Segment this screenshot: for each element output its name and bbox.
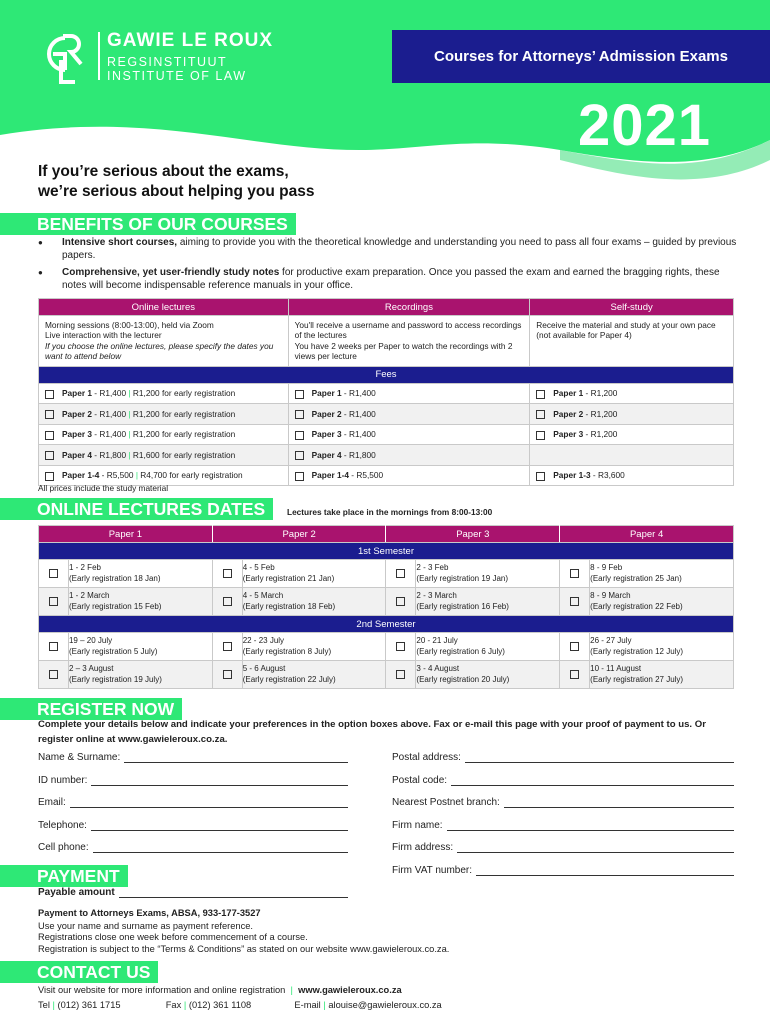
checkbox[interactable] (223, 597, 232, 606)
date-checkbox-cell (39, 661, 69, 689)
date-cell (68, 588, 212, 616)
fee-online: Paper 4 - R1,800 | R1,600 for early registration (39, 445, 289, 466)
early-price: R1,200 for early registration (132, 408, 236, 419)
logo-divider (98, 32, 100, 80)
semester-2-label: 2nd Semester (39, 616, 734, 633)
date-checkbox-cell (386, 633, 416, 661)
separator: | (135, 470, 138, 481)
payment-line: Registration is subject to the “Terms & Conditions” as stated on our website www.gawieleroux.co.za. (38, 943, 450, 954)
contact-numbers-line (38, 998, 738, 1013)
price: R1,200 (590, 408, 618, 419)
date-checkbox-cell (39, 560, 69, 588)
logo-text (107, 30, 337, 83)
separator: | (128, 408, 131, 419)
desc-line: You have 2 weeks per Paper to watch the recordings with 2 views per lecture (294, 340, 513, 362)
form-field[interactable] (392, 751, 734, 763)
date-checkbox-cell (386, 661, 416, 689)
early-registration-date: (Early registration 12 July) (590, 646, 684, 656)
fax-number[interactable]: (012) 361 1108 (188, 1000, 252, 1010)
date-range: 20 - 21 July (416, 636, 458, 645)
checkbox[interactable] (536, 472, 545, 481)
price: R5,500 (106, 470, 134, 481)
field-label: Firm VAT number: (392, 864, 473, 876)
early-registration-date: (Early registration 20 July) (416, 674, 510, 684)
separator: | (128, 449, 131, 460)
logo-mark-icon (35, 30, 90, 85)
desc-self-study (530, 316, 734, 367)
fee-self-study: Paper 2 - R1,200 (530, 404, 734, 425)
fee-row (39, 445, 734, 466)
contact-heading (0, 960, 158, 984)
form-field[interactable] (392, 864, 734, 876)
paper-name: Paper 1-4 (311, 470, 349, 481)
early-registration-date: (Early registration 25 Jan) (590, 573, 682, 583)
fee-self-study-empty (530, 445, 734, 466)
field-input-line[interactable] (124, 751, 348, 763)
date-cell (242, 661, 386, 689)
desc-line: Morning sessions (8:00-13:00), held via Zoom (45, 320, 214, 330)
date-checkbox-cell (560, 560, 590, 588)
email-label: E-mail (294, 1000, 321, 1010)
checkbox[interactable] (49, 642, 58, 651)
checkbox[interactable] (49, 670, 58, 679)
checkbox[interactable] (223, 670, 232, 679)
checkbox[interactable] (570, 597, 579, 606)
price: R1,200 (590, 388, 618, 399)
checkbox[interactable] (45, 431, 54, 440)
visit-text: Visit our website for more information and online registration (38, 985, 286, 995)
logo-name: GAWIE LE ROUX (107, 30, 274, 51)
date-cell (242, 633, 386, 661)
early-registration-date: (Early registration 18 Jan) (68, 573, 161, 583)
semester-1-label: 1st Semester (39, 543, 734, 560)
field-input-line[interactable] (91, 774, 348, 786)
date-range: 26 - 27 July (590, 636, 632, 645)
fee-row (39, 424, 734, 445)
payable-amount-line[interactable] (119, 886, 348, 898)
fee-recordings: Paper 1 - R1,400 (288, 383, 530, 404)
date-range: 2 – 3 August (68, 664, 114, 673)
paper-name: Paper 3 (311, 429, 342, 440)
heading-accent (0, 213, 33, 235)
date-row (39, 633, 734, 661)
payment-heading (0, 864, 128, 888)
date-range: 4 - 5 March (242, 591, 284, 600)
date-range: 2 - 3 March (416, 591, 457, 600)
desc-line: Receive the material and study at your own pace (not available for Paper 4) (536, 320, 716, 341)
checkbox[interactable] (223, 569, 232, 578)
checkbox[interactable] (295, 410, 304, 419)
payment-line: Registrations close one week before commencement of a course. (38, 932, 308, 942)
paper-name: Paper 3 (62, 429, 92, 440)
early-registration-date: (Early registration 15 Feb) (68, 601, 162, 611)
tagline (38, 162, 378, 202)
year: 2021 (578, 93, 712, 158)
field-input-line[interactable] (451, 774, 734, 786)
early-registration-date: (Early registration 22 Feb) (590, 601, 683, 611)
separator: | (128, 388, 131, 399)
date-range: 19 – 20 July (68, 636, 113, 645)
price: R1,400 (348, 429, 376, 440)
form-field[interactable] (392, 819, 734, 831)
logo-subtitle-2: INSTITUTE OF LAW (107, 69, 247, 83)
fee-recordings: Paper 4 - R1,800 (288, 445, 530, 466)
early-registration-date: (Early registration 21 Jan) (242, 573, 335, 583)
website-link[interactable]: www.gawieleroux.co.za (298, 985, 402, 995)
heading-accent (0, 698, 33, 720)
date-cell (68, 661, 212, 689)
benefits-heading (0, 212, 296, 236)
register-intro: Complete your details below and indicate your preferences in the option boxes above. Fax or e-mail this page with your proof of payment to us. Or register online at www.gawieleroux.co.za. (38, 719, 706, 745)
document-title: Courses for Attorneys’ Admission Exams (392, 30, 770, 83)
paper-name: Paper 4 (311, 449, 342, 460)
field-label: Firm address: (392, 842, 454, 853)
paper-name: Paper 3 (553, 429, 584, 440)
fee-recordings: Paper 1-4 - R5,500 (288, 465, 530, 486)
field-input-line[interactable] (93, 841, 348, 853)
date-cell (590, 588, 734, 616)
date-cell (242, 588, 386, 616)
form-field[interactable] (38, 841, 348, 853)
paper-name: Paper 2 (311, 408, 342, 419)
fee-self-study: Paper 3 - R1,200 (530, 424, 734, 445)
early-registration-date: (Early registration 27 July) (590, 674, 684, 684)
checkbox[interactable] (45, 472, 54, 481)
date-range: 8 - 9 March (590, 591, 631, 600)
checkbox[interactable] (536, 390, 545, 399)
date-range: 1 - 2 Feb (68, 563, 101, 572)
early-registration-date: (Early registration 16 Feb) (416, 601, 509, 611)
date-range: 3 - 4 August (416, 664, 460, 673)
date-row (39, 560, 734, 588)
paper-name: Paper 1-3 (553, 470, 591, 481)
form-field[interactable] (392, 774, 734, 786)
date-cell (416, 661, 560, 689)
fee-rows (39, 383, 734, 486)
date-range: 4 - 5 Feb (242, 563, 275, 572)
checkbox[interactable] (295, 390, 304, 399)
price: R1,200 (590, 429, 618, 440)
form-field[interactable] (38, 751, 348, 763)
checkbox[interactable] (396, 569, 405, 578)
paper-name: Paper 1 (311, 388, 342, 399)
fee-recordings: Paper 3 - R1,400 (288, 424, 530, 445)
fee-online: Paper 1 - R1,400 | R1,200 for early registration (39, 383, 289, 404)
lecture-dates-table (38, 525, 734, 689)
desc-line: If you choose the online lectures, please specify the dates you want to attend below (45, 340, 274, 362)
date-row (39, 588, 734, 616)
checkbox[interactable] (396, 597, 405, 606)
early-registration-date: (Early registration 19 July) (68, 674, 162, 684)
payment-title: PAYMENT (31, 865, 128, 887)
desc-online (39, 316, 289, 367)
tel-label: Tel (38, 1000, 50, 1010)
field-label: Nearest Postnet branch: (392, 797, 500, 808)
heading-accent (0, 498, 33, 520)
checkbox[interactable] (45, 451, 54, 460)
checkbox[interactable] (295, 472, 304, 481)
date-cell (68, 560, 212, 588)
lectures-heading (0, 497, 273, 521)
field-label: Firm name: (392, 819, 443, 831)
header-recordings: Recordings (288, 299, 530, 316)
date-range: 2 - 3 Feb (416, 563, 449, 572)
benefit-bold: Comprehensive, yet user-friendly study notes (62, 267, 280, 278)
checkbox[interactable] (396, 670, 405, 679)
checkbox[interactable] (396, 642, 405, 651)
fee-self-study: Paper 1-3 - R3,600 (530, 465, 734, 486)
date-cell (68, 633, 212, 661)
price: R1,400 (348, 388, 376, 399)
benefit-text: aiming to provide you with the theoretical knowledge and understanding you need to pass all four exams – guided by previous papers. (62, 237, 737, 261)
fee-online: Paper 3 - R1,400 | R1,200 for early registration (39, 424, 289, 445)
checkbox[interactable] (49, 569, 58, 578)
payable-amount-label: Payable amount (38, 887, 115, 898)
contact-title: CONTACT US (31, 961, 158, 983)
price: R1,400 (99, 388, 127, 399)
fee-row (39, 404, 734, 425)
early-price: R1,200 for early registration (132, 429, 236, 440)
form-field[interactable] (392, 841, 734, 853)
header-paper-1: Paper 1 (39, 526, 213, 543)
date-checkbox-cell (386, 560, 416, 588)
paper-name: Paper 2 (62, 408, 92, 419)
contact-website-line (38, 983, 738, 998)
field-input-line[interactable] (447, 819, 734, 831)
field-label: ID number: (38, 774, 88, 786)
early-price: R1,200 for early registration (132, 388, 236, 399)
checkbox[interactable] (570, 569, 579, 578)
date-cell (590, 560, 734, 588)
date-checkbox-cell (560, 661, 590, 689)
fees-table (38, 298, 734, 486)
contact-details (38, 983, 738, 1013)
early-registration-date: (Early registration 5 July) (68, 646, 158, 656)
paper-name: Paper 2 (553, 408, 584, 419)
separator: | (287, 985, 296, 995)
separator: | (181, 1000, 189, 1010)
checkbox[interactable] (223, 642, 232, 651)
date-checkbox-cell (39, 588, 69, 616)
price: R1,400 (99, 408, 127, 419)
date-cell (416, 560, 560, 588)
paper-name: Paper 4 (62, 449, 92, 460)
early-registration-date: (Early registration 22 July) (242, 674, 336, 684)
early-price: R1,600 for early registration (132, 449, 236, 460)
benefit-item (38, 267, 738, 292)
date-cell (242, 560, 386, 588)
fee-online: Paper 1-4 - R5,500 | R4,700 for early registration (39, 465, 289, 486)
header-self-study: Self-study (530, 299, 734, 316)
price: R1,400 (99, 429, 127, 440)
tel-number[interactable]: (012) 361 1715 (57, 1000, 121, 1010)
date-checkbox-cell (212, 633, 242, 661)
date-checkbox-cell (212, 560, 242, 588)
date-cell (590, 633, 734, 661)
header-paper-2: Paper 2 (212, 526, 386, 543)
field-label: Telephone: (38, 819, 87, 831)
separator: | (128, 429, 131, 440)
tagline-line-1: If you’re serious about the exams, (38, 163, 289, 180)
price: R1,800 (348, 449, 376, 460)
form-field[interactable] (38, 796, 348, 808)
lectures-title: ONLINE LECTURES DATES (31, 498, 273, 520)
date-range: 22 - 23 July (242, 636, 285, 645)
early-registration-date: (Early registration 6 July) (416, 646, 505, 656)
date-checkbox-cell (39, 633, 69, 661)
checkbox[interactable] (295, 451, 304, 460)
date-row (39, 661, 734, 689)
price: R1,800 (99, 449, 127, 460)
payment-details (38, 908, 738, 955)
date-cell (590, 661, 734, 689)
desc-line: You'll receive a username and password to access recordings of the lectures (294, 320, 522, 341)
fax-label: Fax (165, 1000, 182, 1010)
semester-2-rows (39, 633, 734, 689)
form-field[interactable] (38, 774, 348, 786)
checkbox[interactable] (570, 642, 579, 651)
price: R5,500 (356, 470, 384, 481)
paper-name: Paper 1 (553, 388, 584, 399)
fee-online: Paper 2 - R1,400 | R1,200 for early registration (39, 404, 289, 425)
paper-name: Paper 1 (62, 388, 92, 399)
checkbox[interactable] (45, 390, 54, 399)
checkbox[interactable] (295, 431, 304, 440)
checkbox[interactable] (536, 410, 545, 419)
header-paper-4: Paper 4 (560, 526, 734, 543)
form-field[interactable] (392, 796, 734, 808)
field-label: Name & Surname: (38, 752, 121, 763)
price: R3,600 (598, 470, 625, 481)
fee-self-study: Paper 1 - R1,200 (530, 383, 734, 404)
semester-1-rows (39, 560, 734, 616)
date-range: 5 - 6 August (242, 664, 286, 673)
lectures-time-note: Lectures take place in the mornings from 8:00-13:00 (287, 507, 493, 517)
checkbox[interactable] (45, 410, 54, 419)
email-link[interactable]: alouise@gawieleroux.co.za (328, 1000, 442, 1010)
logo-subtitle-1: REGSINSTITUUT (107, 55, 228, 69)
checkbox[interactable] (536, 431, 545, 440)
date-checkbox-cell (560, 588, 590, 616)
payment-line: Use your name and surname as payment reference. (38, 920, 253, 931)
separator: | (320, 1000, 329, 1010)
paper-name: Paper 1-4 (62, 470, 100, 481)
date-checkbox-cell (212, 588, 242, 616)
date-checkbox-cell (560, 633, 590, 661)
benefit-text: for productive exam preparation. Once you passed the exam and earned the bragging rights, these notes will become indispensable reference manuals in your office. (62, 267, 720, 291)
form-field[interactable] (38, 819, 348, 831)
field-input-line[interactable] (70, 796, 348, 808)
heading-accent (0, 865, 33, 887)
heading-accent (0, 961, 33, 983)
desc-line: Live interaction with the lecturer (45, 330, 162, 341)
date-checkbox-cell (212, 661, 242, 689)
separator: | (49, 1000, 58, 1010)
benefits-list (38, 237, 738, 297)
date-checkbox-cell (386, 588, 416, 616)
date-range: 10 - 11 August (590, 664, 642, 673)
payable-amount-field[interactable] (38, 886, 348, 898)
early-registration-date: (Early registration 8 July) (242, 646, 332, 656)
tagline-line-2: we’re serious about helping you pass (38, 183, 315, 200)
field-label: Postal address: (392, 752, 461, 763)
date-cell (416, 588, 560, 616)
early-price: R4,700 for early registration (140, 470, 243, 481)
benefit-bold: Intensive short courses, (62, 237, 178, 248)
prices-note: All prices include the study material (38, 483, 169, 493)
early-registration-date: (Early registration 19 Jan) (416, 573, 509, 583)
fees-label: Fees (39, 366, 734, 383)
field-input-line[interactable] (91, 819, 348, 831)
header-paper-3: Paper 3 (386, 526, 560, 543)
date-range: 1 - 2 March (68, 591, 110, 600)
early-registration-date: (Early registration 18 Feb) (242, 601, 336, 611)
field-label: Postal code: (392, 774, 448, 786)
fee-recordings: Paper 2 - R1,400 (288, 404, 530, 425)
field-input-line[interactable] (457, 841, 734, 853)
benefits-title: BENEFITS OF OUR COURSES (31, 213, 296, 235)
field-label: Email: (38, 797, 66, 808)
field-input-line[interactable] (476, 864, 734, 876)
checkbox[interactable] (49, 597, 58, 606)
benefit-item (38, 237, 738, 262)
checkbox[interactable] (570, 670, 579, 679)
header-online: Online lectures (39, 299, 289, 316)
desc-recordings (288, 316, 530, 367)
field-label: Cell phone: (38, 842, 89, 853)
field-input-line[interactable] (504, 796, 734, 808)
fee-row (39, 383, 734, 404)
field-input-line[interactable] (465, 751, 734, 763)
register-title: REGISTER NOW (31, 698, 182, 720)
price: R1,400 (348, 408, 376, 419)
date-range: 8 - 9 Feb (590, 563, 623, 572)
date-cell (416, 633, 560, 661)
bank-details: Payment to Attorneys Exams, ABSA, 933-177-3527 (38, 908, 261, 918)
